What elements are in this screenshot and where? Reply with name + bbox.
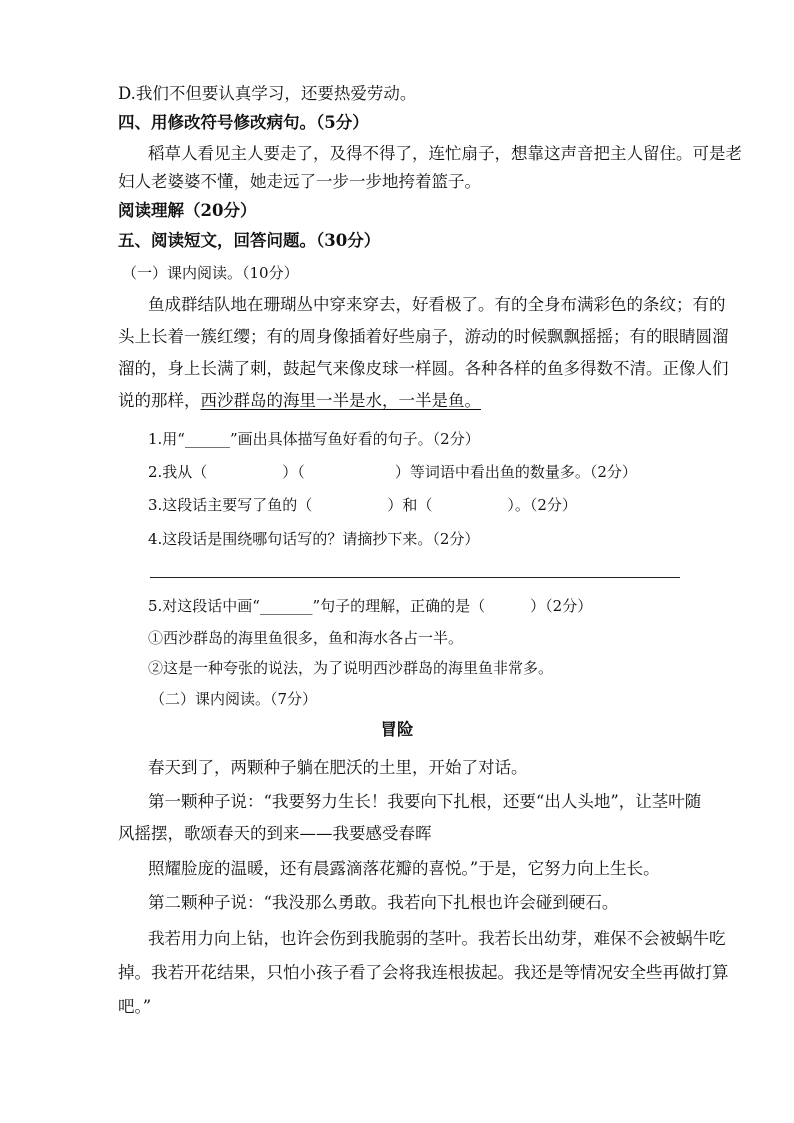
passage-1-line-3: 溜的，身上长满了刺，鼓起气来像皮球一样圆。各种各样的鱼多得数不清。正像人们	[118, 359, 729, 378]
passage-1-line-1: 鱼成群结队地在珊瑚丛中穿来穿去，好看极了。有的全身布满彩色的条纹；有的	[148, 295, 726, 314]
story-line-2: 第一颗种子说：“我要努力生长！我要向下扎根，还要“出人头地”，让茎叶随	[148, 792, 702, 811]
story-line-7: 掉。我若开花结果，只怕小孩子看了会将我连根拔起。我还是等情况安全些再做打算	[118, 963, 729, 982]
question-3: 3.这段话主要写了鱼的（ ）和（ ）。（2分）	[148, 496, 577, 514]
story-line-8: 吧。”	[118, 997, 152, 1016]
choice-1: ①西沙群岛的海里鱼很多，鱼和海水各占一半。	[148, 629, 464, 647]
subsection-2-heading: （二）课内阅读。（7分）	[150, 690, 318, 708]
question-1: 1.用“______”画出具体描写鱼好看的句子。（2分）	[148, 430, 480, 448]
sick-sentence-line-1: 稻草人看见主人要走了，及得不得了，连忙扇子，想靠这声音把主人留住。可是老	[148, 144, 742, 163]
sick-sentence-line-2: 妇人老婆婆不懂，她走远了一步一步地挎着篮子。	[118, 172, 481, 191]
subsection-1-heading: （一）课内阅读。（10分）	[122, 264, 299, 282]
story-line-5: 第二颗种子说：“我没那么勇敢。我若向下扎根也许会碰到硬石。	[148, 893, 619, 912]
question-2: 2.我从（ ）（ ）等词语中看出鱼的数量多。（2分）	[148, 463, 637, 481]
reading-comprehension-heading: 阅读理解（20分）	[118, 201, 257, 220]
choice-2: ②这是一种夸张的说法，为了说明西沙群岛的海里鱼非常多。	[148, 659, 554, 677]
passage-1-line-2: 头上长着一簇红缨；有的周身像插着好些扇子，游动的时候飘飘摇摇；有的眼睛圆溜	[118, 327, 729, 346]
question-4: 4.这段话是围绕哪句话写的？请摘抄下来。（2分）	[148, 530, 480, 548]
story-line-6: 我若用力向上钻，也许会伤到我脆弱的茎叶。我若长出幼芽，难保不会被蜗牛吃	[148, 929, 726, 948]
story-line-4: 照耀脸庞的温暖，还有晨露滴落花瓣的喜悦。”于是，它努力向上生长。	[148, 859, 660, 878]
section-5-heading: 五、阅读短文，回答问题。（30分）	[118, 231, 381, 250]
question-5: 5.对这段话中画“_______”句子的理解，正确的是（ ）（2分）	[148, 597, 593, 615]
story-line-3: 风摇摆，歌颂春天的到来——我要感受春晖	[118, 824, 432, 843]
option-d: D.我们不但要认真学习，还要热爱劳动。	[118, 84, 417, 103]
answer-line	[150, 577, 680, 578]
section-4-heading: 四、用修改符号修改病句。（5分）	[118, 113, 369, 132]
passage-1-line-4-lead: 说的那样，	[118, 391, 201, 410]
underlined-sentence: 西沙群岛的海里一半是水，一半是鱼。	[200, 391, 481, 410]
story-line-1: 春天到了，两颗种子躺在肥沃的土里，开始了对话。	[148, 758, 528, 777]
story-title: 冒险	[380, 720, 414, 739]
passage-1-line-4	[118, 391, 481, 411]
